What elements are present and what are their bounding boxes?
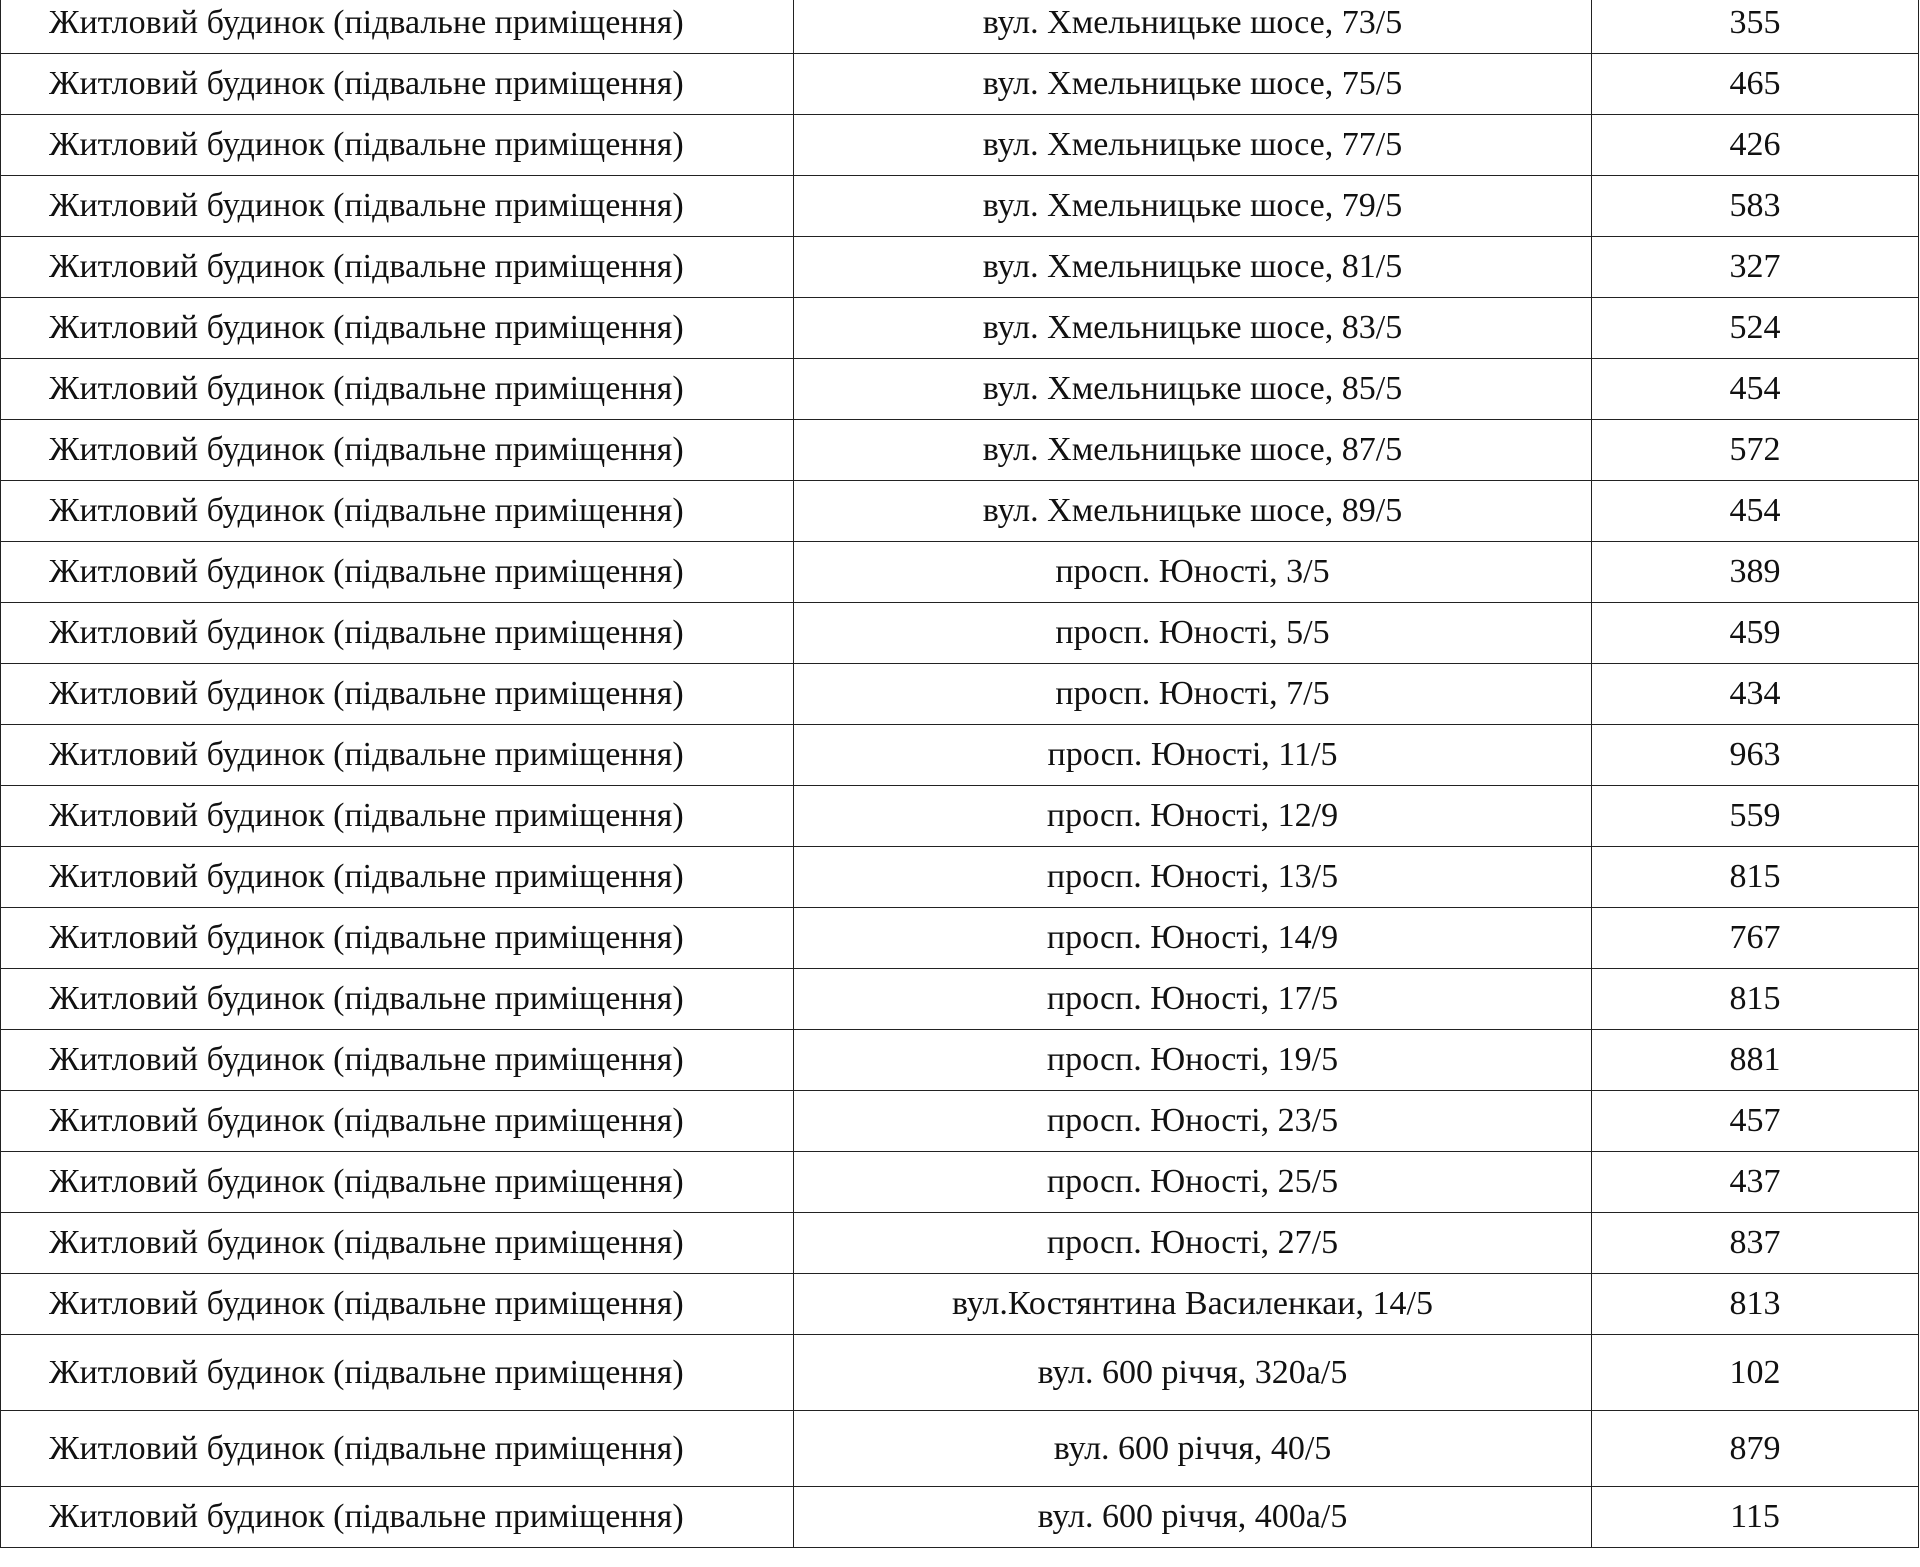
capacity-cell: 389 <box>1592 542 1919 603</box>
capacity-cell: 459 <box>1592 603 1919 664</box>
table-row <box>1 908 1919 969</box>
address-cell: вул. 600 річчя, 400а/5 <box>794 1487 1592 1548</box>
address-cell: просп. Юності, 5/5 <box>794 603 1592 664</box>
table-row <box>1 1274 1919 1335</box>
table-row <box>1 542 1919 603</box>
building-type-cell: Житловий будинок (підвальне приміщення) <box>1 664 794 725</box>
building-type-cell: Житловий будинок (підвальне приміщення) <box>1 176 794 237</box>
building-type-cell: Житловий будинок (підвальне приміщення) <box>1 0 794 54</box>
building-type-cell: Житловий будинок (підвальне приміщення) <box>1 1152 794 1213</box>
address-cell: просп. Юності, 23/5 <box>794 1091 1592 1152</box>
address-cell: просп. Юності, 17/5 <box>794 969 1592 1030</box>
building-type-cell: Житловий будинок (підвальне приміщення) <box>1 847 794 908</box>
building-type-cell: Житловий будинок (підвальне приміщення) <box>1 115 794 176</box>
address-cell: вул. Хмельницьке шосе, 89/5 <box>794 481 1592 542</box>
table-row <box>1 664 1919 725</box>
table-row <box>1 847 1919 908</box>
building-type-cell: Житловий будинок (підвальне приміщення) <box>1 1335 794 1411</box>
address-cell: вул. Хмельницьке шосе, 75/5 <box>794 54 1592 115</box>
capacity-cell: 767 <box>1592 908 1919 969</box>
building-type-cell: Житловий будинок (підвальне приміщення) <box>1 1213 794 1274</box>
address-cell: вул. 600 річчя, 40/5 <box>794 1411 1592 1487</box>
address-cell: просп. Юності, 19/5 <box>794 1030 1592 1091</box>
building-type-cell: Житловий будинок (підвальне приміщення) <box>1 359 794 420</box>
building-type-cell: Житловий будинок (підвальне приміщення) <box>1 481 794 542</box>
capacity-cell: 524 <box>1592 298 1919 359</box>
capacity-cell: 813 <box>1592 1274 1919 1335</box>
address-cell: просп. Юності, 7/5 <box>794 664 1592 725</box>
table-row <box>1 1213 1919 1274</box>
capacity-cell: 879 <box>1592 1411 1919 1487</box>
capacity-cell: 115 <box>1592 1487 1919 1548</box>
table-row <box>1 603 1919 664</box>
table-row <box>1 176 1919 237</box>
table-row <box>1 1030 1919 1091</box>
table-row <box>1 1152 1919 1213</box>
address-cell: вул. Хмельницьке шосе, 87/5 <box>794 420 1592 481</box>
capacity-cell: 457 <box>1592 1091 1919 1152</box>
building-type-cell: Житловий будинок (підвальне приміщення) <box>1 420 794 481</box>
address-cell: просп. Юності, 13/5 <box>794 847 1592 908</box>
table-body <box>1 0 1919 1548</box>
capacity-cell: 454 <box>1592 359 1919 420</box>
capacity-cell: 837 <box>1592 1213 1919 1274</box>
building-type-cell: Житловий будинок (підвальне приміщення) <box>1 908 794 969</box>
building-type-cell: Житловий будинок (підвальне приміщення) <box>1 725 794 786</box>
building-type-cell: Житловий будинок (підвальне приміщення) <box>1 1091 794 1152</box>
capacity-cell: 102 <box>1592 1335 1919 1411</box>
capacity-cell: 327 <box>1592 237 1919 298</box>
building-type-cell: Житловий будинок (підвальне приміщення) <box>1 542 794 603</box>
address-cell: просп. Юності, 12/9 <box>794 786 1592 847</box>
capacity-cell: 426 <box>1592 115 1919 176</box>
building-type-cell: Житловий будинок (підвальне приміщення) <box>1 1487 794 1548</box>
building-type-cell: Житловий будинок (підвальне приміщення) <box>1 237 794 298</box>
table-row <box>1 237 1919 298</box>
building-type-cell: Житловий будинок (підвальне приміщення) <box>1 298 794 359</box>
table-row <box>1 54 1919 115</box>
address-cell: вул. Хмельницьке шосе, 79/5 <box>794 176 1592 237</box>
capacity-cell: 881 <box>1592 1030 1919 1091</box>
table-row <box>1 1335 1919 1411</box>
capacity-cell: 454 <box>1592 481 1919 542</box>
address-cell: просп. Юності, 11/5 <box>794 725 1592 786</box>
building-type-cell: Житловий будинок (підвальне приміщення) <box>1 786 794 847</box>
address-cell: вул. Хмельницьке шосе, 73/5 <box>794 0 1592 54</box>
building-type-cell: Житловий будинок (підвальне приміщення) <box>1 54 794 115</box>
address-cell: вул. 600 річчя, 320а/5 <box>794 1335 1592 1411</box>
capacity-cell: 815 <box>1592 847 1919 908</box>
table-row <box>1 1411 1919 1487</box>
address-cell: вул. Хмельницьке шосе, 81/5 <box>794 237 1592 298</box>
address-cell: вул. Хмельницьке шосе, 85/5 <box>794 359 1592 420</box>
building-type-cell: Житловий будинок (підвальне приміщення) <box>1 603 794 664</box>
address-cell: просп. Юності, 3/5 <box>794 542 1592 603</box>
table-row <box>1 0 1919 54</box>
capacity-cell: 437 <box>1592 1152 1919 1213</box>
building-type-cell: Житловий будинок (підвальне приміщення) <box>1 1274 794 1335</box>
building-type-cell: Житловий будинок (підвальне приміщення) <box>1 1030 794 1091</box>
capacity-cell: 963 <box>1592 725 1919 786</box>
capacity-cell: 434 <box>1592 664 1919 725</box>
table-row <box>1 481 1919 542</box>
capacity-cell: 559 <box>1592 786 1919 847</box>
capacity-cell: 355 <box>1592 0 1919 54</box>
table-row <box>1 115 1919 176</box>
capacity-cell: 572 <box>1592 420 1919 481</box>
capacity-cell: 583 <box>1592 176 1919 237</box>
address-cell: просп. Юності, 27/5 <box>794 1213 1592 1274</box>
table-row <box>1 725 1919 786</box>
table-row <box>1 420 1919 481</box>
table-row <box>1 359 1919 420</box>
address-cell: вул.Костянтина Василенкаи, 14/5 <box>794 1274 1592 1335</box>
address-cell: вул. Хмельницьке шосе, 83/5 <box>794 298 1592 359</box>
capacity-cell: 815 <box>1592 969 1919 1030</box>
address-cell: вул. Хмельницьке шосе, 77/5 <box>794 115 1592 176</box>
table-row <box>1 1091 1919 1152</box>
table-row <box>1 969 1919 1030</box>
building-type-cell: Житловий будинок (підвальне приміщення) <box>1 1411 794 1487</box>
table-row <box>1 298 1919 359</box>
capacity-cell: 465 <box>1592 54 1919 115</box>
address-cell: просп. Юності, 25/5 <box>794 1152 1592 1213</box>
building-type-cell: Житловий будинок (підвальне приміщення) <box>1 969 794 1030</box>
table-row <box>1 786 1919 847</box>
address-cell: просп. Юності, 14/9 <box>794 908 1592 969</box>
table-row <box>1 1487 1919 1548</box>
